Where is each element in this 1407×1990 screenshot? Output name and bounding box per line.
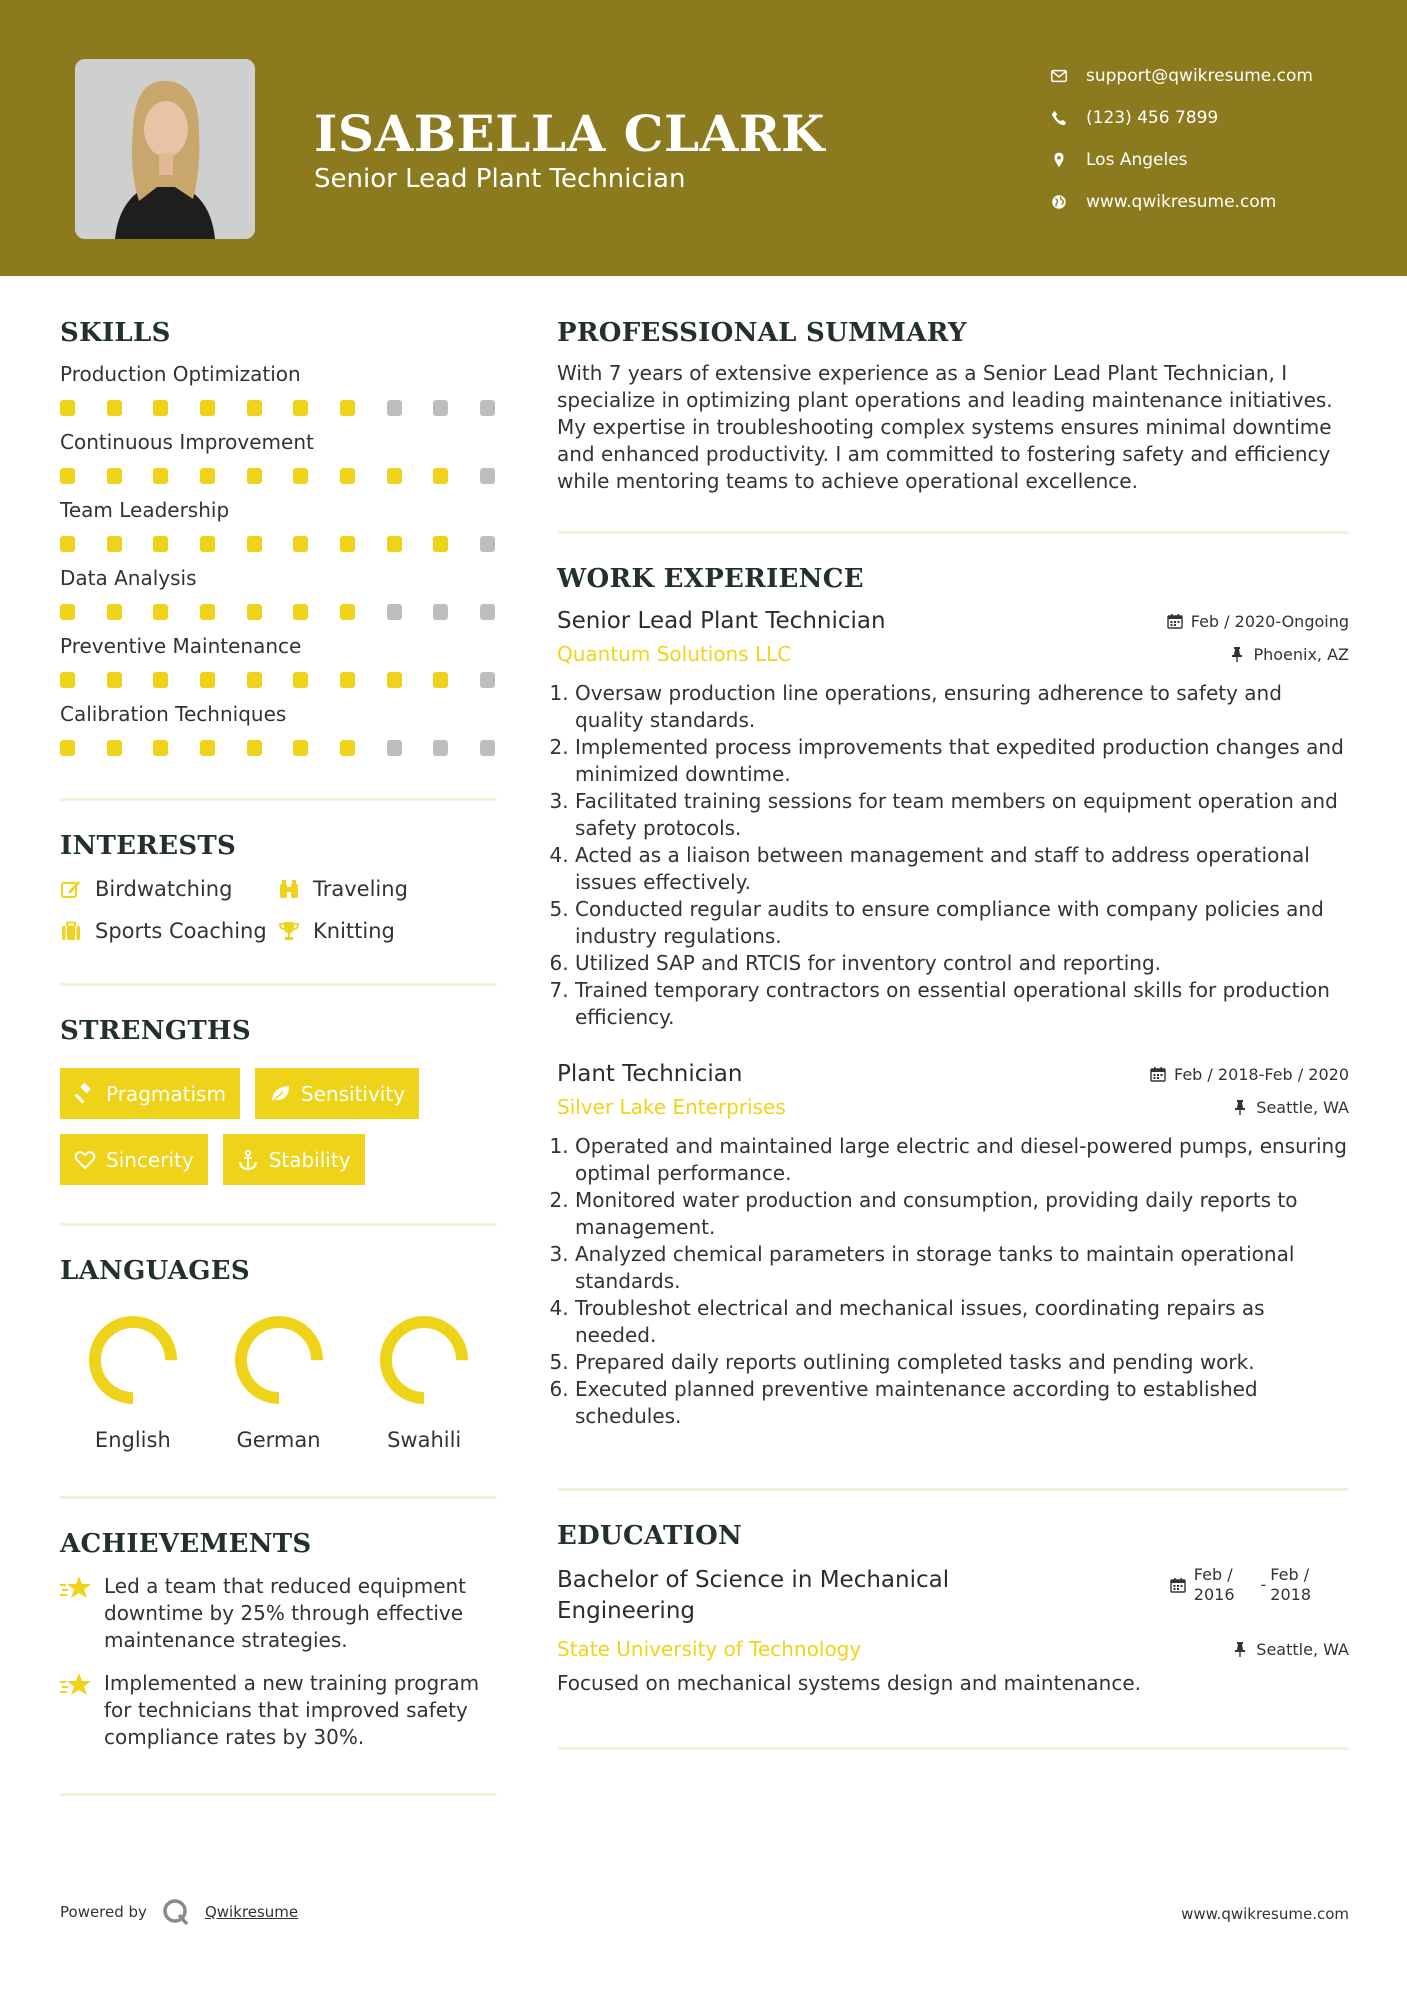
strength-label: Sensitivity (300, 1081, 406, 1106)
calendar-icon (1170, 1577, 1186, 1593)
achievement-text: Led a team that reduced equipment downtime by 25% through effective maintenance strategies. (104, 1574, 467, 1652)
rating-dot-empty (480, 400, 495, 416)
trophy-icon (278, 920, 300, 942)
rating-dot-empty (387, 604, 402, 620)
location-text: Los Angeles (1086, 150, 1188, 170)
duty-item: 5. Conducted regular audits to ensure compliance with company policies and industry regulations. (575, 896, 1349, 950)
footer-powered-by (60, 1897, 298, 1927)
interests-list (60, 877, 497, 943)
profile-photo (75, 59, 255, 239)
job-dates (1167, 612, 1349, 631)
interests-heading: INTERESTS (60, 831, 237, 861)
achievement-item (60, 1670, 497, 1751)
rating-dot-filled (200, 400, 215, 416)
language-item (206, 1314, 352, 1452)
candidate-title: Senior Lead Plant Technician (314, 164, 686, 194)
skills-heading: SKILLS (60, 318, 171, 348)
interest-label: Knitting (313, 919, 395, 943)
rating-dot-empty (480, 672, 495, 688)
duty-item: 1. Oversaw production line operations, ensuring adherence to safety and quality standards. (575, 680, 1349, 734)
briefcase-icon (60, 920, 82, 942)
rating-dot-filled (200, 672, 215, 688)
strength-tag (223, 1134, 365, 1185)
interest-label: Birdwatching (95, 877, 233, 901)
rating-dot-filled (433, 672, 448, 688)
duty-item: 4. Acted as a liaison between management and staff to address operational issues effectively. (575, 842, 1349, 896)
skills-list (60, 362, 497, 756)
interest-item (278, 919, 497, 943)
pushpin-icon (1232, 1099, 1248, 1115)
interest-item (60, 877, 278, 901)
duty-item: 6. Utilized SAP and RTCIS for inventory control and reporting. (575, 950, 1349, 977)
interest-item (278, 877, 497, 901)
rating-dot-filled (60, 604, 75, 620)
divider (60, 1223, 497, 1226)
skill-name: Preventive Maintenance (60, 634, 302, 658)
education-location (1232, 1640, 1349, 1659)
phone-text: (123) 456 7899 (1086, 108, 1219, 128)
duty-item: 4. Troubleshot electrical and mechanical issues, coordinating repairs as needed. (575, 1295, 1349, 1349)
binoculars-icon (278, 878, 300, 900)
left-column (60, 318, 497, 1796)
skill-item (60, 430, 497, 484)
rating-dot-filled (60, 468, 75, 484)
rating-dot-filled (153, 468, 168, 484)
rating-dot-filled (60, 400, 75, 416)
rating-dot-filled (107, 604, 122, 620)
leaf-icon (269, 1083, 291, 1105)
languages-list (60, 1314, 497, 1452)
skill-item (60, 362, 497, 416)
rating-dot-filled (340, 740, 355, 756)
education-dates: Feb / 2016 - Feb / 2018 (1170, 1565, 1349, 1605)
strengths-list (60, 1068, 497, 1185)
rating-dot-filled (107, 468, 122, 484)
rating-dot-filled (293, 536, 308, 552)
contact-email[interactable] (1050, 55, 1313, 97)
company-name: Silver Lake Enterprises (557, 1095, 786, 1119)
job-location (1229, 645, 1349, 664)
rating-dot-empty (387, 400, 402, 416)
powered-by-text: Powered by (60, 1903, 147, 1921)
envelope-icon (1050, 67, 1068, 85)
start-year: 2016 (1193, 1585, 1235, 1604)
job-dates-text: Feb / 2018-Feb / 2020 (1174, 1064, 1349, 1084)
language-name: English (94, 1428, 171, 1452)
right-column (557, 318, 1349, 1750)
rating-dot-filled (60, 672, 75, 688)
rating-dot-filled (247, 604, 262, 620)
contact-phone[interactable] (1050, 97, 1313, 139)
rating-dot-empty (433, 604, 448, 620)
rating-dot-filled (340, 468, 355, 484)
summary-text: With 7 years of extensive experience as a Senior Lead Plant Technician, I specialize in optimizing plant operations and leading maintenance initiatives. My expertise in troubleshooting complex systems ensures minimal downtime and enhanced productivity. I am committed to fostering safety and efficiency while mentoring teams to achieve operational excellence. (557, 361, 1333, 493)
rating-dot-empty (387, 740, 402, 756)
star-icon (60, 1574, 92, 1602)
rating-dot-filled (433, 536, 448, 552)
rating-dot-filled (200, 740, 215, 756)
email-text: support@qwikresume.com (1086, 66, 1313, 86)
rating-dot-empty (480, 604, 495, 620)
calendar-icon (1150, 1066, 1166, 1082)
job-dates (1150, 1065, 1349, 1084)
job-location-text: Phoenix, AZ (1253, 644, 1349, 664)
rating-dot-filled (293, 400, 308, 416)
skill-rating (60, 672, 497, 688)
duty-item: 7. Trained temporary contractors on essential operational skills for production efficiency. (575, 977, 1349, 1031)
strength-label: Sincerity (106, 1147, 194, 1172)
job-title: Senior Lead Plant Technician (557, 608, 886, 634)
rating-dot-filled (247, 400, 262, 416)
language-name: Swahili (387, 1428, 462, 1452)
job-dates-text: Feb / 2020-Ongoing (1190, 611, 1349, 631)
start-month: Feb / (1193, 1565, 1233, 1584)
language-level-ring (233, 1314, 325, 1406)
rating-dot-empty (433, 740, 448, 756)
rating-dot-filled (153, 604, 168, 620)
rating-dot-filled (200, 468, 215, 484)
phone-icon (1050, 109, 1068, 127)
rating-dot-filled (107, 536, 122, 552)
divider (60, 1793, 497, 1796)
strength-tag (60, 1068, 240, 1119)
rating-dot-filled (340, 536, 355, 552)
rating-dot-filled (293, 672, 308, 688)
duty-item: 2. Monitored water production and consumption, providing daily reports to management. (575, 1187, 1349, 1241)
rating-dot-filled (200, 604, 215, 620)
rating-dot-filled (293, 468, 308, 484)
contact-website[interactable] (1050, 181, 1313, 223)
strengths-heading: STRENGTHS (60, 1016, 251, 1046)
rating-dot-filled (107, 740, 122, 756)
rating-dot-filled (340, 400, 355, 416)
skill-name: Data Analysis (60, 566, 197, 590)
skill-rating (60, 604, 497, 620)
rating-dot-filled (153, 740, 168, 756)
languages-heading: LANGUAGES (60, 1256, 250, 1286)
rating-dot-empty (480, 468, 495, 484)
qwikresume-logo-icon (161, 1897, 191, 1927)
job-entry (557, 608, 1349, 1031)
strength-tag (255, 1068, 419, 1119)
rating-dot-filled (293, 604, 308, 620)
education-location-text: Seattle, WA (1256, 1639, 1349, 1659)
job-location-text: Seattle, WA (1256, 1097, 1349, 1117)
skill-rating (60, 536, 497, 552)
education-description: Focused on mechanical systems design and maintenance. (557, 1671, 1142, 1695)
gavel-icon (74, 1083, 96, 1105)
rating-dot-filled (387, 536, 402, 552)
divider (60, 983, 497, 986)
interest-label: Traveling (313, 877, 408, 901)
pencil-square-icon (60, 878, 82, 900)
map-pin-icon (1050, 151, 1068, 169)
profile-photo-image (75, 59, 255, 239)
rating-dot-filled (107, 400, 122, 416)
divider (557, 1747, 1349, 1750)
job-location (1232, 1098, 1349, 1117)
brand-link[interactable]: Qwikresume (204, 1903, 299, 1921)
degree-title: Bachelor of Science in Mechanical Engineering (557, 1567, 950, 1624)
divider (557, 1488, 1349, 1491)
rating-dot-filled (153, 400, 168, 416)
rating-dot-filled (247, 672, 262, 688)
duty-item: 2. Implemented process improvements that expedited production changes and minimized downtime. (575, 734, 1349, 788)
strength-tag (60, 1134, 208, 1185)
school-name: State University of Technology (557, 1637, 862, 1661)
divider (557, 531, 1349, 534)
interest-label: Sports Coaching (95, 919, 267, 943)
skill-rating (60, 400, 497, 416)
rating-dot-empty (433, 400, 448, 416)
rating-dot-filled (153, 672, 168, 688)
achievement-text: Implemented a new training program for technicians that improved safety compliance rates by 30%. (104, 1671, 480, 1749)
rating-dot-empty (480, 740, 495, 756)
skill-item (60, 702, 497, 756)
pushpin-icon (1229, 646, 1245, 662)
rating-dot-filled (60, 536, 75, 552)
language-level-ring (87, 1314, 179, 1406)
job-title: Plant Technician (557, 1061, 743, 1087)
duty-item: 6. Executed planned preventive maintenance according to established schedules. (575, 1376, 1349, 1430)
contact-location (1050, 139, 1313, 181)
header-banner (0, 0, 1407, 276)
skill-name: Team Leadership (60, 498, 230, 522)
rating-dot-filled (247, 740, 262, 756)
skill-rating (60, 468, 497, 484)
language-item (351, 1314, 497, 1452)
website-text: www.qwikresume.com (1086, 192, 1277, 212)
strength-label: Pragmatism (106, 1081, 226, 1106)
globe-icon (1050, 193, 1068, 211)
rating-dot-filled (107, 672, 122, 688)
skill-item (60, 634, 497, 688)
rating-dot-empty (480, 536, 495, 552)
summary-heading: PROFESSIONAL SUMMARY (557, 318, 967, 348)
skill-item (60, 566, 497, 620)
achievement-item (60, 1573, 497, 1654)
duties-list (557, 680, 1349, 1031)
rating-dot-filled (433, 468, 448, 484)
job-entry (557, 1061, 1349, 1430)
interest-item (60, 919, 278, 943)
education-heading: EDUCATION (557, 1521, 743, 1551)
calendar-icon (1167, 613, 1183, 629)
candidate-name: ISABELLA CLARK (314, 104, 825, 163)
duty-item: 5. Prepared daily reports outlining completed tasks and pending work. (575, 1349, 1349, 1376)
rating-dot-filled (340, 604, 355, 620)
rating-dot-filled (293, 740, 308, 756)
end-year: 2018 (1270, 1585, 1311, 1604)
rating-dot-filled (387, 468, 402, 484)
rating-dot-filled (153, 536, 168, 552)
pushpin-icon (1232, 1641, 1248, 1657)
rating-dot-filled (60, 740, 75, 756)
rating-dot-filled (247, 468, 262, 484)
duty-item: 1. Operated and maintained large electric and diesel-powered pumps, ensuring optimal performance. (575, 1133, 1349, 1187)
strength-label: Stability (268, 1147, 351, 1172)
experience-heading: WORK EXPERIENCE (557, 564, 864, 594)
skill-item (60, 498, 497, 552)
skill-name: Production Optimization (60, 362, 301, 386)
language-name: German (236, 1428, 321, 1452)
education-entry (557, 1565, 1349, 1695)
language-item (60, 1314, 206, 1452)
heart-icon (74, 1149, 96, 1171)
divider (60, 1496, 497, 1499)
star-icon (60, 1671, 92, 1699)
divider (60, 798, 497, 801)
skill-rating (60, 740, 497, 756)
end-month: Feb / (1270, 1565, 1310, 1584)
duty-item: 3. Facilitated training sessions for team members on equipment operation and safety protocols. (575, 788, 1349, 842)
skill-name: Calibration Techniques (60, 702, 287, 726)
contact-list (1050, 55, 1313, 223)
rating-dot-filled (340, 672, 355, 688)
duty-item: 3. Analyzed chemical parameters in storage tanks to maintain operational standards. (575, 1241, 1349, 1295)
duties-list (557, 1133, 1349, 1430)
skill-name: Continuous Improvement (60, 430, 314, 454)
rating-dot-filled (200, 536, 215, 552)
footer-website[interactable]: www.qwikresume.com (1181, 1905, 1349, 1923)
language-level-ring (378, 1314, 470, 1406)
achievements-heading: ACHIEVEMENTS (60, 1529, 312, 1559)
rating-dot-filled (247, 536, 262, 552)
rating-dot-filled (387, 672, 402, 688)
company-name: Quantum Solutions LLC (557, 642, 792, 666)
anchor-icon (237, 1149, 259, 1171)
